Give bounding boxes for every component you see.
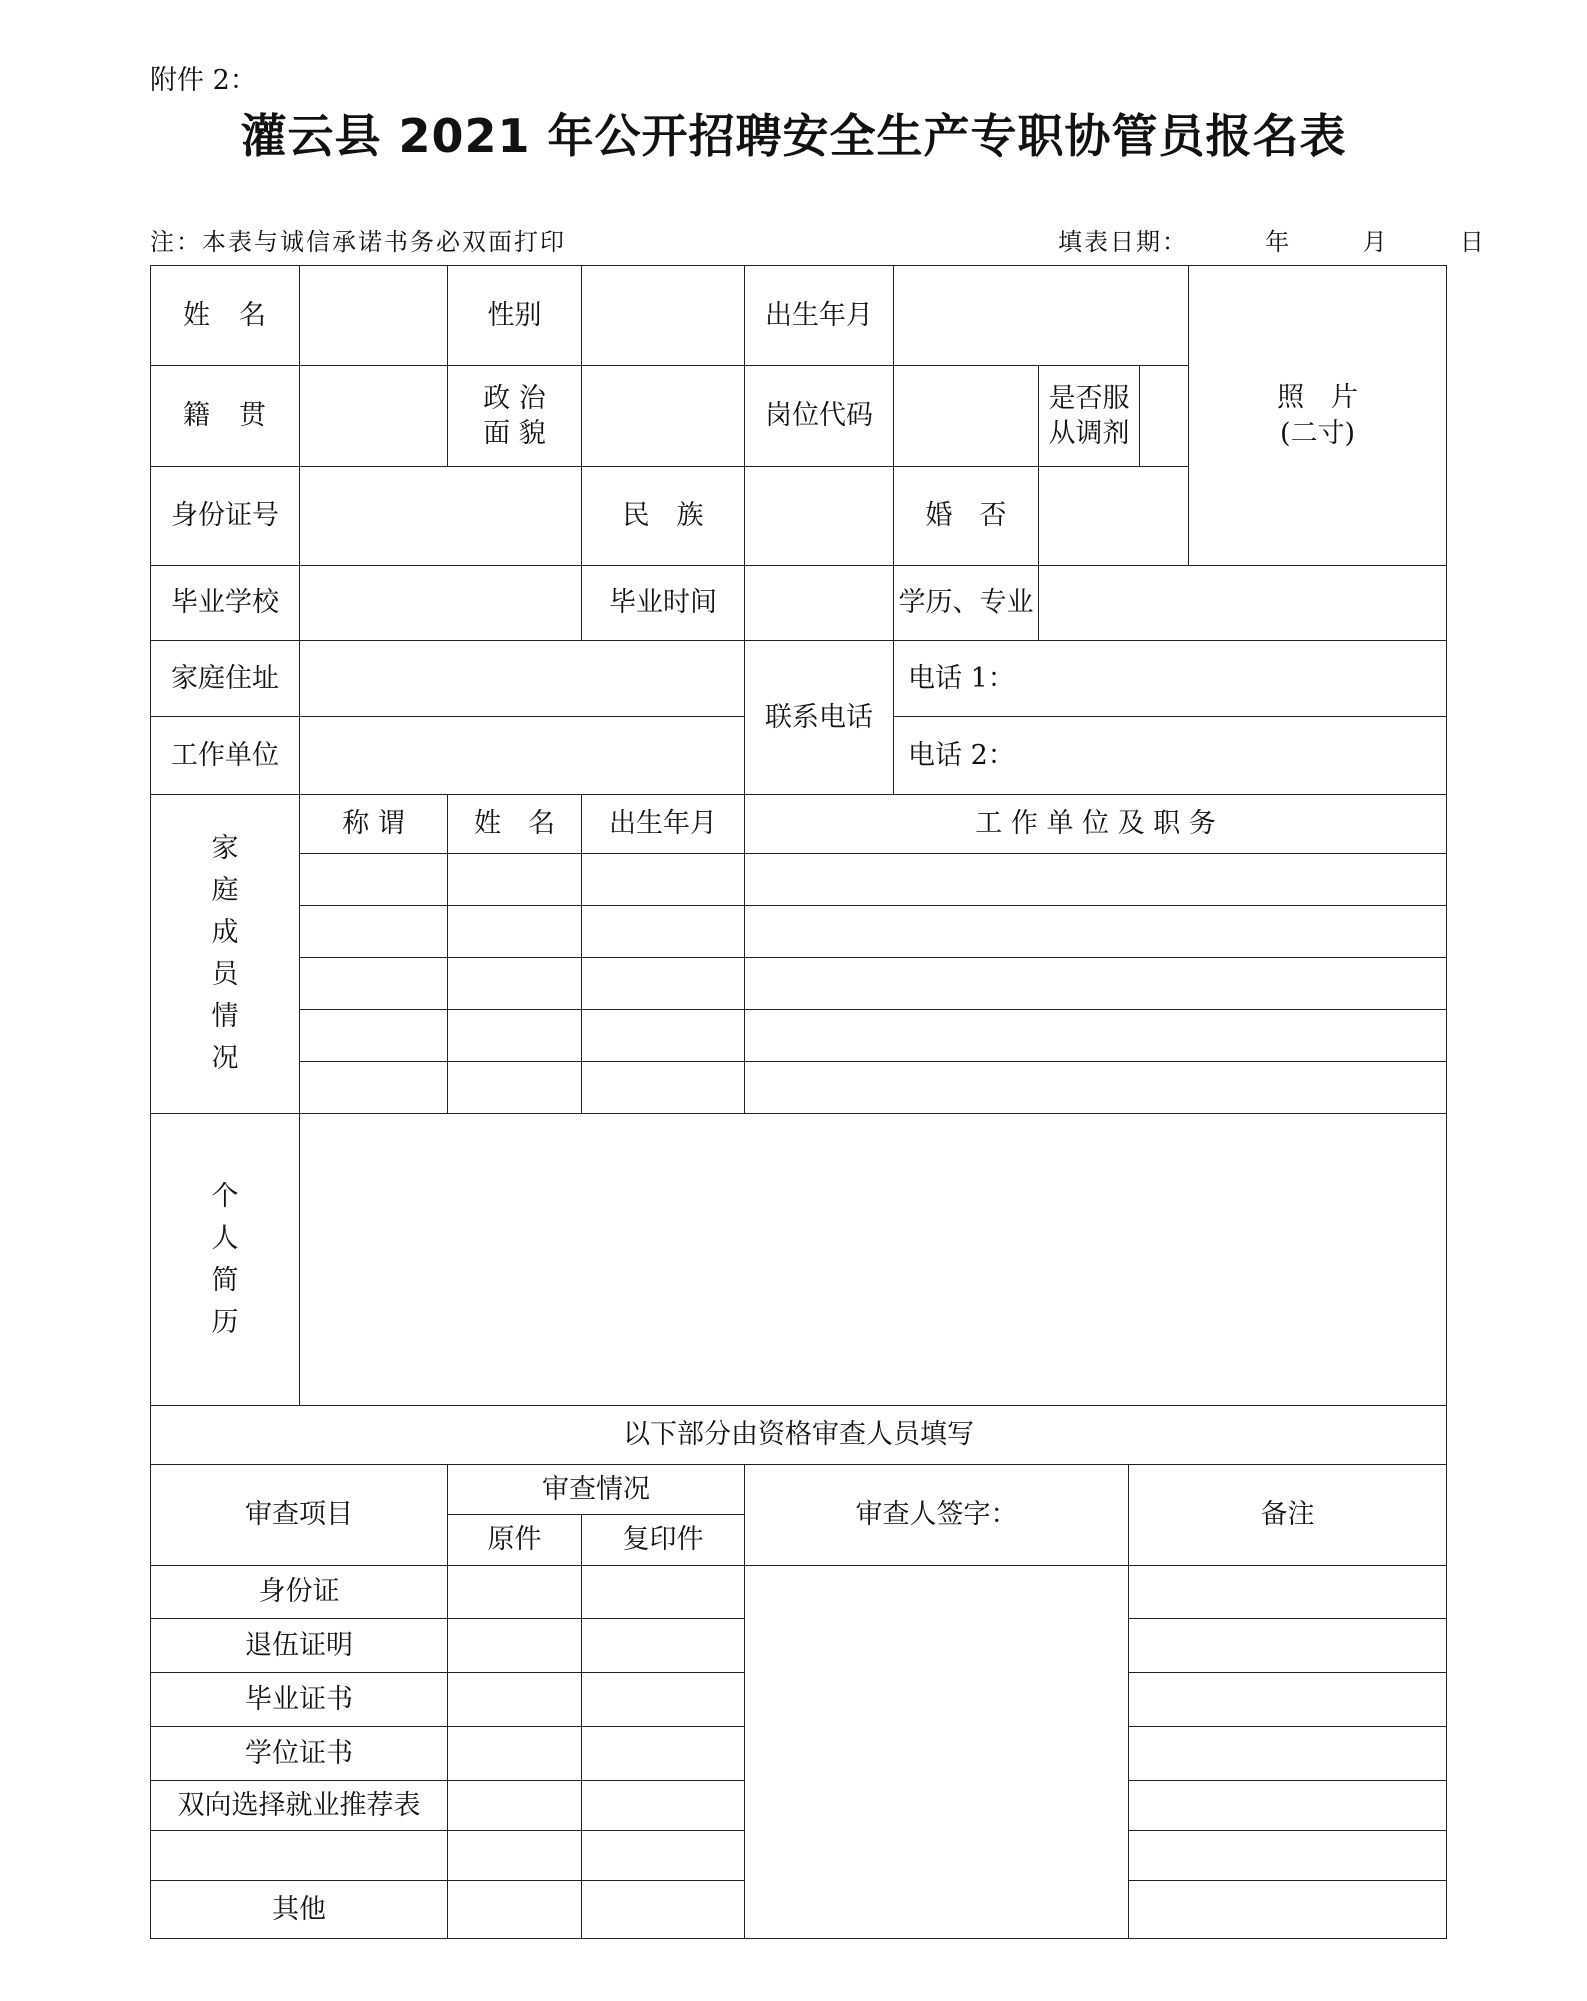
grad-time-label: 毕业时间 — [582, 566, 745, 641]
name-label: 姓 名 — [151, 266, 300, 366]
adjust-label-line1: 是否服 — [1048, 382, 1130, 414]
review-status-header: 审查情况 — [448, 1465, 745, 1515]
family-work-cell[interactable] — [745, 1010, 1447, 1062]
family-name-cell[interactable] — [448, 1062, 582, 1114]
politics-label — [448, 366, 582, 467]
review-item-recommendation: 双向选择就业推荐表 — [151, 1781, 448, 1831]
resume-section-text: 个人简历 — [211, 1180, 239, 1338]
review-original-cell[interactable] — [448, 1781, 582, 1831]
review-item-discharge: 退伍证明 — [151, 1619, 448, 1673]
family-row — [151, 958, 1447, 1010]
family-work-cell[interactable] — [745, 906, 1447, 958]
registration-form — [150, 265, 1447, 1939]
print-note: 注：本表与诚信承诺书务必双面打印 — [150, 228, 566, 256]
review-original-cell[interactable] — [448, 1881, 582, 1939]
family-birth-cell[interactable] — [582, 854, 745, 906]
review-copy-cell[interactable] — [582, 1566, 745, 1619]
review-copy-cell[interactable] — [582, 1781, 745, 1831]
reviewer-signature-label: 审查人签字： — [745, 1465, 1129, 1566]
family-birth-cell[interactable] — [582, 1010, 745, 1062]
post-code-label: 岗位代码 — [745, 366, 894, 467]
education-field[interactable] — [1039, 566, 1447, 641]
remarks-cell[interactable] — [1129, 1619, 1447, 1673]
marriage-label: 婚 否 — [894, 467, 1039, 566]
fill-date — [1058, 222, 1486, 257]
ethnicity-field[interactable] — [745, 467, 894, 566]
fill-date-day: 日 — [1459, 228, 1486, 256]
family-work-cell[interactable] — [745, 854, 1447, 906]
phone1-field[interactable]: 电话 1： — [894, 641, 1447, 717]
family-relation-cell[interactable] — [300, 1010, 448, 1062]
birth-label: 出生年月 — [745, 266, 894, 366]
marriage-field[interactable] — [1039, 467, 1189, 566]
family-name-cell[interactable] — [448, 1010, 582, 1062]
family-name-cell[interactable] — [448, 958, 582, 1010]
family-name-cell[interactable] — [448, 854, 582, 906]
review-item-blank — [151, 1831, 448, 1881]
family-name-cell[interactable] — [448, 906, 582, 958]
review-item-degree: 学位证书 — [151, 1727, 448, 1781]
education-label: 学历、专业 — [894, 566, 1039, 641]
review-banner: 以下部分由资格审查人员填写 — [151, 1406, 1447, 1465]
family-relation-cell[interactable] — [300, 958, 448, 1010]
copy-header: 复印件 — [582, 1515, 745, 1566]
id-number-field[interactable] — [300, 467, 582, 566]
politics-field[interactable] — [582, 366, 745, 467]
family-work-cell[interactable] — [745, 1062, 1447, 1114]
school-field[interactable] — [300, 566, 582, 641]
family-header-birth: 出生年月 — [582, 795, 745, 854]
family-work-cell[interactable] — [745, 958, 1447, 1010]
original-header: 原件 — [448, 1515, 582, 1566]
remarks-header: 备注 — [1129, 1465, 1447, 1566]
ethnicity-label: 民 族 — [582, 467, 745, 566]
review-item-diploma: 毕业证书 — [151, 1673, 448, 1727]
gender-field[interactable] — [582, 266, 745, 366]
family-row — [151, 1010, 1447, 1062]
native-place-label: 籍 贯 — [151, 366, 300, 467]
remarks-cell[interactable] — [1129, 1831, 1447, 1881]
family-birth-cell[interactable] — [582, 1062, 745, 1114]
review-item-other: 其他 — [151, 1881, 448, 1939]
review-copy-cell[interactable] — [582, 1619, 745, 1673]
family-header-relation: 称 谓 — [300, 795, 448, 854]
fill-date-month: 月 — [1362, 228, 1389, 256]
review-copy-cell[interactable] — [582, 1673, 745, 1727]
review-item-header: 审查项目 — [151, 1465, 448, 1566]
family-birth-cell[interactable] — [582, 906, 745, 958]
attachment-label: 附件 2： — [150, 65, 257, 96]
review-original-cell[interactable] — [448, 1566, 582, 1619]
family-relation-cell[interactable] — [300, 854, 448, 906]
page-title: 灌云县 2021 年公开招聘安全生产专职协管员报名表 — [240, 109, 1347, 163]
review-copy-cell[interactable] — [582, 1727, 745, 1781]
school-label: 毕业学校 — [151, 566, 300, 641]
fill-date-year: 年 — [1265, 228, 1292, 256]
remarks-cell[interactable] — [1129, 1781, 1447, 1831]
remarks-cell[interactable] — [1129, 1566, 1447, 1619]
adjust-label — [1039, 366, 1140, 467]
politics-label-line2: 面 貌 — [483, 418, 546, 449]
native-place-field[interactable] — [300, 366, 448, 467]
remarks-cell[interactable] — [1129, 1881, 1447, 1939]
workplace-label: 工作单位 — [151, 717, 300, 795]
family-section-text: 家庭成员情况 — [211, 833, 239, 1074]
family-relation-cell[interactable] — [300, 906, 448, 958]
phone2-field[interactable]: 电话 2： — [894, 717, 1447, 795]
family-relation-cell[interactable] — [300, 1062, 448, 1114]
birth-field[interactable] — [894, 266, 1189, 366]
remarks-cell[interactable] — [1129, 1727, 1447, 1781]
resume-section-label — [151, 1114, 300, 1406]
name-field[interactable] — [300, 266, 448, 366]
address-label: 家庭住址 — [151, 641, 300, 717]
family-row — [151, 854, 1447, 906]
family-row — [151, 906, 1447, 958]
photo-box[interactable] — [1189, 266, 1447, 566]
family-section-label — [151, 795, 300, 1114]
post-code-field[interactable] — [894, 366, 1039, 467]
review-copy-cell[interactable] — [582, 1881, 745, 1939]
photo-size-label: (二寸) — [1280, 417, 1356, 449]
contact-label: 联系电话 — [745, 641, 894, 795]
review-item-id: 身份证 — [151, 1566, 448, 1619]
family-header-work: 工 作 单 位 及 职 务 — [745, 795, 1447, 854]
family-birth-cell[interactable] — [582, 958, 745, 1010]
resume-field[interactable] — [300, 1114, 1447, 1406]
fill-date-label: 填表日期： — [1058, 228, 1188, 256]
review-original-cell[interactable] — [448, 1619, 582, 1673]
reviewer-signature-field[interactable] — [745, 1566, 1129, 1939]
review-original-cell[interactable] — [448, 1673, 582, 1727]
review-original-cell[interactable] — [448, 1831, 582, 1881]
grad-time-field[interactable] — [745, 566, 894, 641]
family-row — [151, 1062, 1447, 1114]
politics-label-line1: 政 治 — [483, 382, 546, 414]
review-copy-cell[interactable] — [582, 1831, 745, 1881]
adjust-label-line2: 从调剂 — [1048, 418, 1130, 449]
id-number-label: 身份证号 — [151, 467, 300, 566]
remarks-cell[interactable] — [1129, 1673, 1447, 1727]
workplace-field[interactable] — [300, 717, 745, 795]
adjust-field[interactable] — [1140, 366, 1189, 467]
address-field[interactable] — [300, 641, 745, 717]
gender-label: 性别 — [448, 266, 582, 366]
review-original-cell[interactable] — [448, 1727, 582, 1781]
family-header-name: 姓 名 — [448, 795, 582, 854]
photo-label: 照 片 — [1277, 382, 1359, 414]
